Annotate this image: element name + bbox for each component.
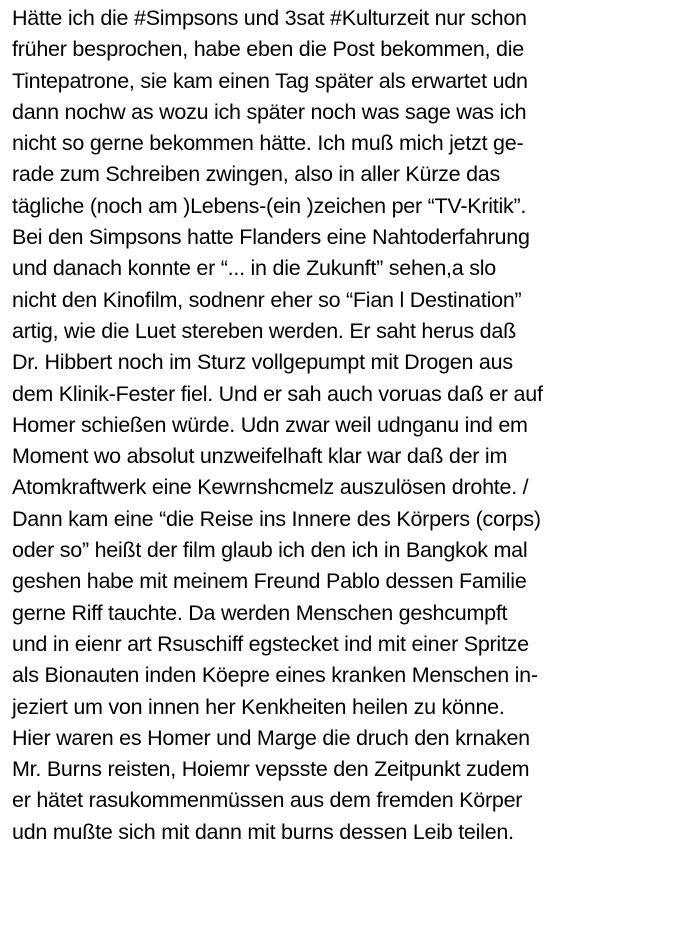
- text-line: dem Klinik-Fester fiel. Und er sah auch voruas daß er auf: [12, 381, 543, 406]
- text-line: und in eienr art Rsuschiff egstecket ind mit einer Spritze: [12, 631, 529, 656]
- text-line: geshen habe mit meinem Freund Pablo dessen Familie: [12, 569, 527, 594]
- text-line: Dr. Hibbert noch im Sturz vollgepumpt mit Drogen aus: [12, 350, 513, 375]
- text-line: Atomkraftwerk eine Kewrnshcmelz auszulösen drohte. /: [12, 475, 529, 500]
- text-line: Hier waren es Homer und Marge die druch den krnaken: [12, 725, 530, 750]
- text-line: und danach konnte er “... in die Zukunft” sehen,a slo: [12, 256, 496, 281]
- text-line: udn mußte sich mit dann mit burns dessen Leib teilen.: [12, 819, 514, 844]
- text-line: gerne Riff tauchte. Da werden Menschen geshcumpft: [12, 600, 508, 625]
- text-line: artig, wie die Luet stereben werden. Er saht herus daß: [12, 318, 516, 343]
- text-line: früher besprochen, habe eben die Post bekommen, die: [12, 37, 524, 62]
- text-line: als Bionauten inden Köepre eines kranken Menschen in-: [12, 663, 538, 688]
- body-text: [12, 3, 680, 848]
- text-line: dann nochw as wozu ich später noch was sage was ich: [12, 99, 527, 124]
- text-line: Bei den Simpsons hatte Flanders eine Nahtoderfahrung: [12, 225, 530, 250]
- text-line: er hätet rasukommenmüssen aus dem fremden Körper: [12, 788, 523, 813]
- text-line: Hätte ich die #Simpsons und 3sat #Kulturzeit nur schon: [12, 6, 527, 30]
- text-line: oder so” heißt der film glaub ich den ich in Bangkok mal: [12, 538, 528, 563]
- text-line: Tintepatrone, sie kam einen Tag später als erwartet udn: [12, 68, 528, 93]
- text-line: tägliche (noch am )Lebens-(ein )zeichen per “TV-Kritik”.: [12, 193, 527, 218]
- text-line: Homer schießen würde. Udn zwar weil udnganu ind em: [12, 412, 528, 437]
- text-line: Mr. Burns reisten, Hoiemr vepsste den Zeitpunkt zudem: [12, 757, 530, 782]
- text-line: jeziert um von innen her Kenkheiten heilen zu könne.: [12, 694, 505, 719]
- text-line: rade zum Schreiben zwingen, also in aller Kürze das: [12, 162, 500, 187]
- text-line: nicht so gerne bekommen hätte. Ich muß mich jetzt ge-: [12, 131, 524, 156]
- text-line: Moment wo absolut unzweifelhaft klar war daß der im: [12, 444, 508, 469]
- text-line: nicht den Kinofilm, sodnenr eher so “Fian l Destination”: [12, 287, 522, 312]
- text-line: Dann kam eine “die Reise ins Innere des Körpers (corps): [12, 506, 541, 531]
